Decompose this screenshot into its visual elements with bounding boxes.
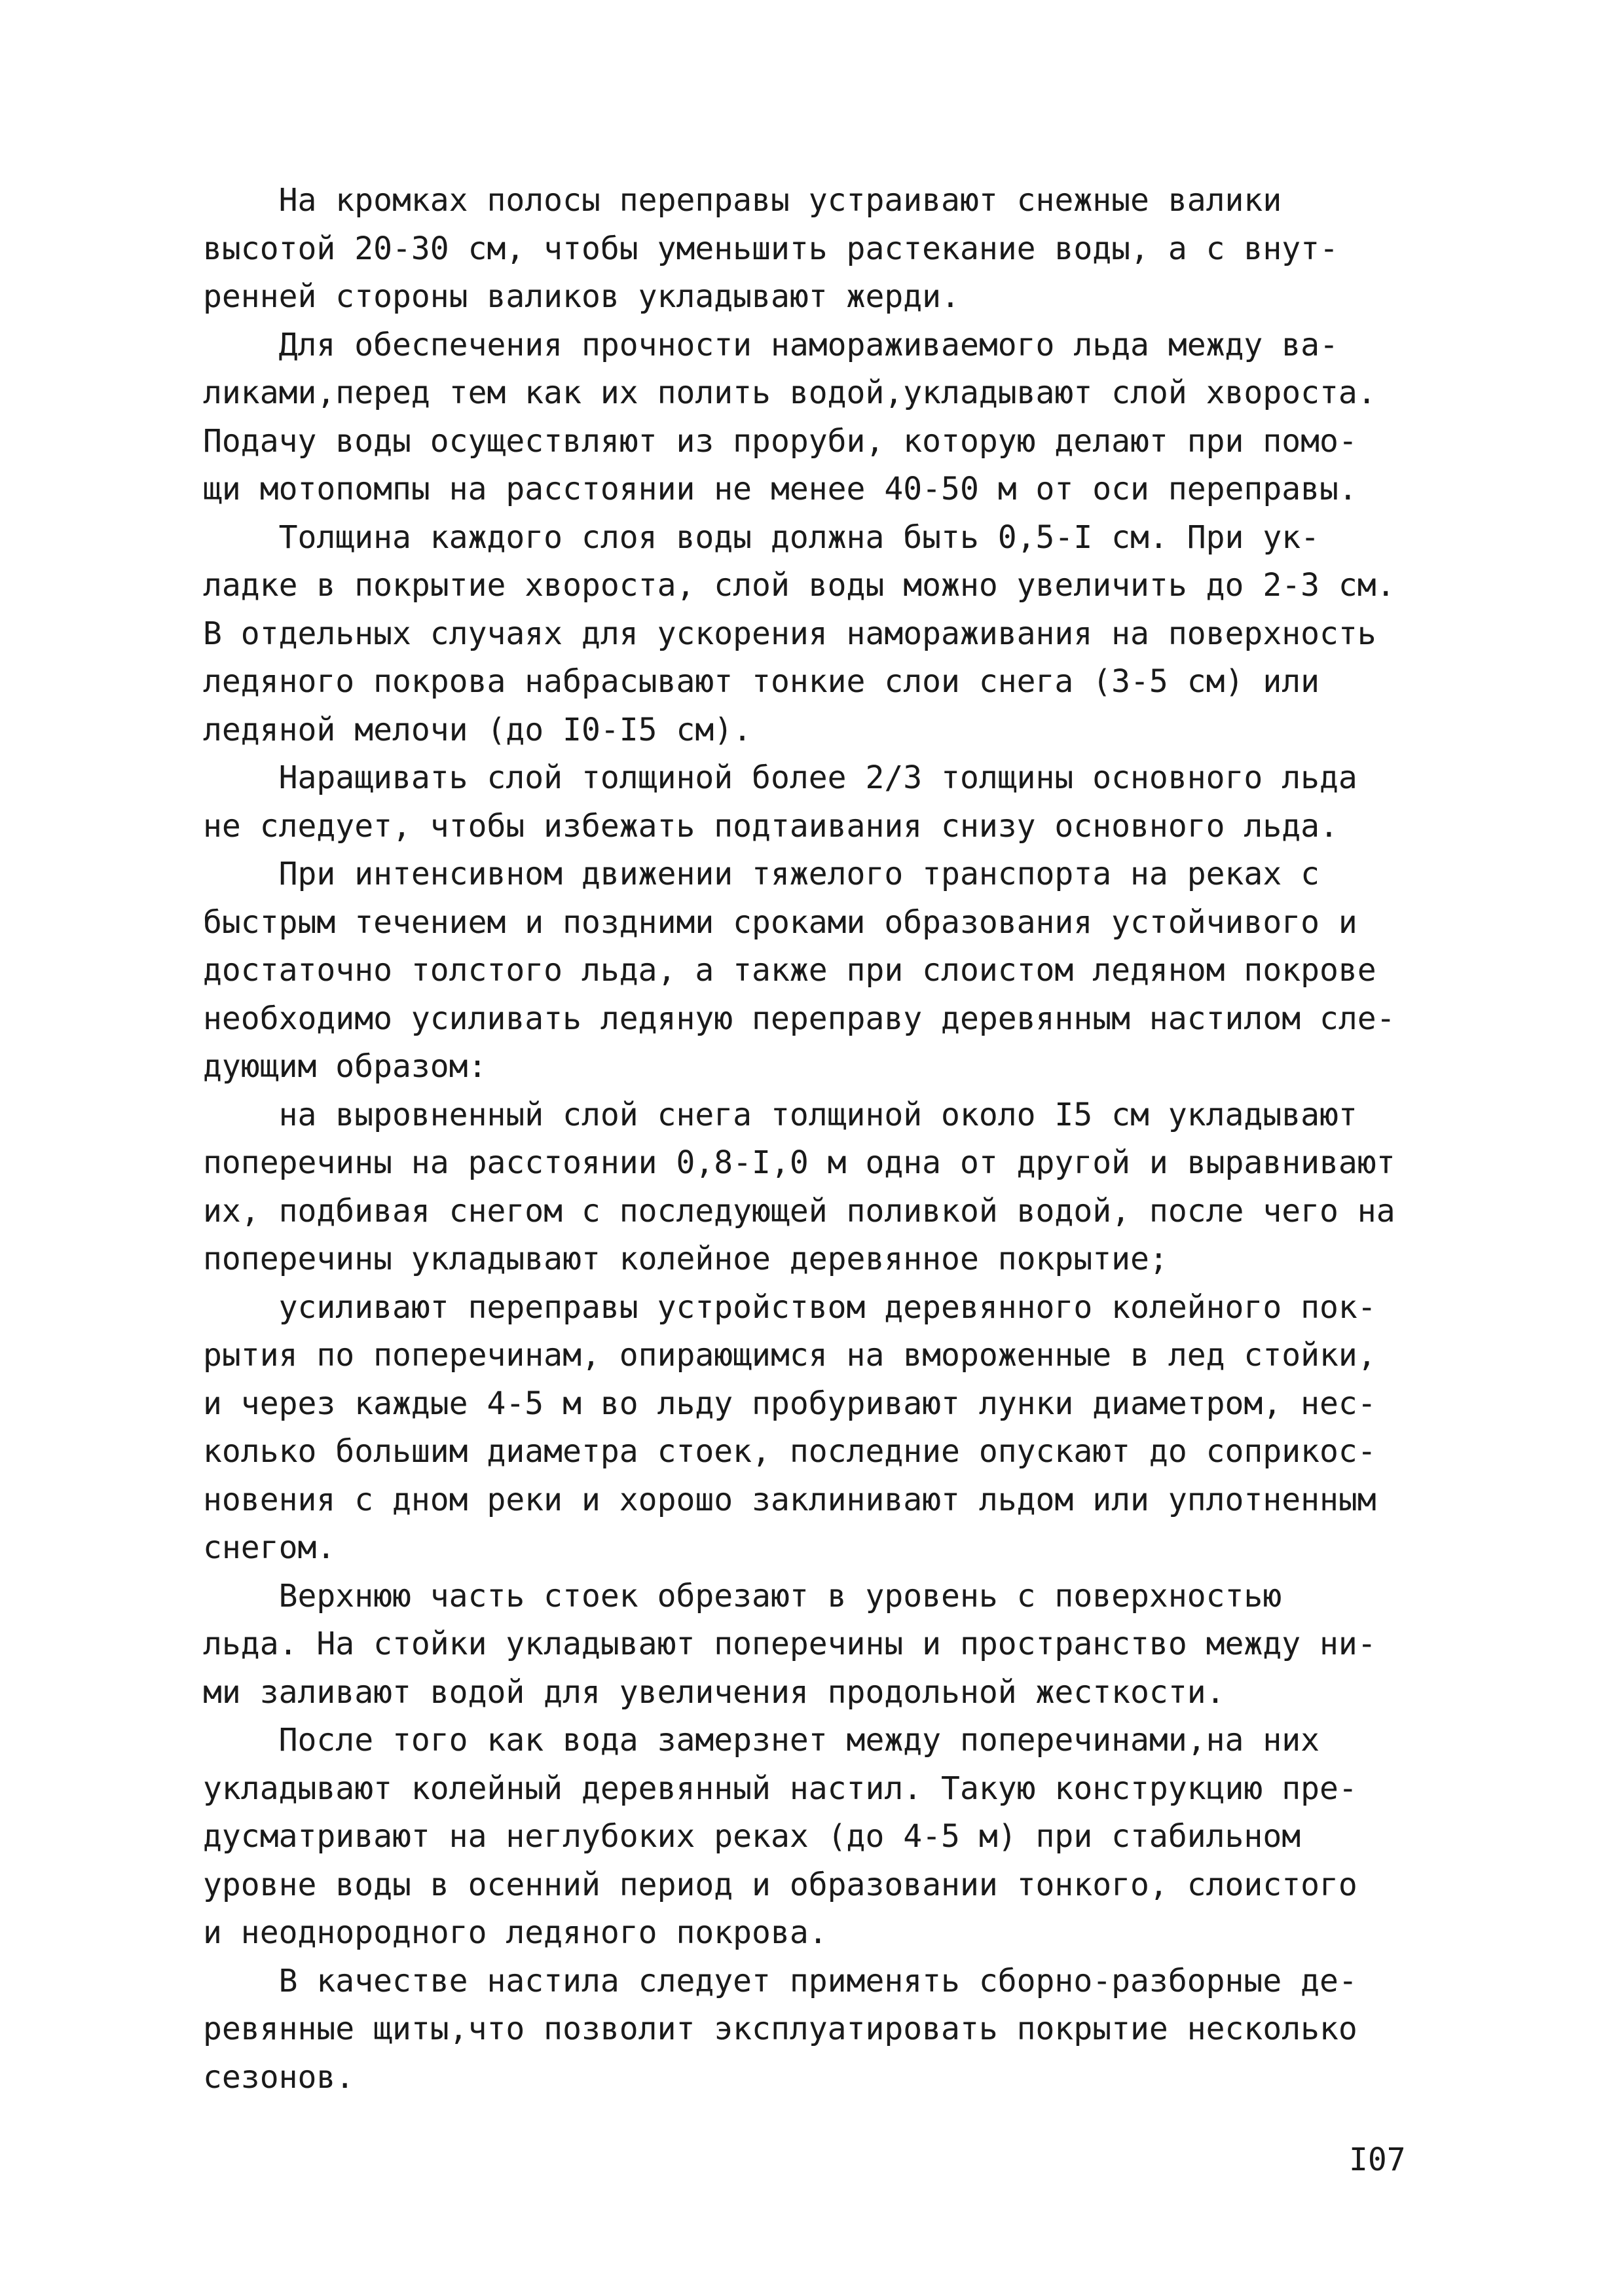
body-text xyxy=(203,177,1447,2102)
text-line: достаточно толстого льда, а также при слоистом ледяном покрове xyxy=(203,952,1376,989)
text-line: быстрым течением и поздними сроками образования устойчивого и xyxy=(203,903,1357,941)
page-number: I07 xyxy=(1349,2141,1406,2178)
text-line: Наращивать слой толщиной более 2/3 толщины основного льда xyxy=(203,759,1357,796)
text-line: В качестве настила следует применять сборно-разборные де- xyxy=(203,1962,1357,1999)
text-line: Верхнюю часть стоек обрезают в уровень с поверхностью xyxy=(203,1577,1282,1614)
text-line: ревянные щиты,что позволит эксплуатировать покрытие несколько xyxy=(203,2011,1357,2047)
text-line: новения с дном реки и хорошо заклинивают льдом или уплотненным xyxy=(203,1481,1376,1518)
text-line: ликами,перед тем как их полить водой,укладывают слой хвороста. xyxy=(203,374,1376,411)
text-line: рытия по поперечинам, опирающимся на вмороженные в лед стойки, xyxy=(203,1337,1376,1374)
text-line: колько большим диаметра стоек, последние опускают до соприкос- xyxy=(203,1433,1376,1470)
text-line: укладывают колейный деревянный настил. Такую конструкцию пре- xyxy=(203,1770,1357,1807)
text-line: Толщина каждого слоя воды должна быть 0,5-I см. При ук- xyxy=(203,519,1320,556)
text-line: ледяной мелочи (до I0-I5 см). xyxy=(203,711,752,748)
text-line: ладке в покрытие хвороста, слой воды можно увеличить до 2-3 см. xyxy=(203,567,1395,604)
text-line: Для обеспечения прочности намораживаемого льда между ва- xyxy=(203,326,1338,363)
text-line: ледяного покрова набрасывают тонкие слои снега (3-5 см) или xyxy=(203,663,1320,700)
text-line: дусматривают на неглубоких реках (до 4-5 м) при стабильном xyxy=(203,1818,1301,1855)
text-line: ренней стороны валиков укладывают жерди. xyxy=(203,278,960,315)
text-line: и неоднородного ледяного покрова. xyxy=(203,1914,828,1951)
text-line: усиливают переправы устройством деревянного колейного пок- xyxy=(203,1288,1376,1326)
text-line: льда. На стойки укладывают поперечины и пространство между ни- xyxy=(203,1626,1376,1662)
text-line: На кромках полосы переправы устраивают снежные валики xyxy=(203,182,1282,219)
text-line: сезонов. xyxy=(203,2058,355,2096)
text-line: поперечины на расстоянии 0,8-I,0 м одна от другой и выравнивают xyxy=(203,1144,1395,1181)
text-line: на выровненный слой снега толщиной около I5 см укладывают xyxy=(203,1096,1357,1133)
text-line: и через каждые 4-5 м во льду пробуривают лунки диаметром, нес- xyxy=(203,1385,1376,1422)
text-line: дующим образом: xyxy=(203,1048,487,1085)
text-line: В отдельных случаях для ускорения намораживания на поверхность xyxy=(203,615,1376,652)
text-line: высотой 20-30 см, чтобы уменьшить растекание воды, а с внут- xyxy=(203,230,1338,267)
text-line: При интенсивном движении тяжелого транспорта на реках с xyxy=(203,856,1320,892)
text-line: необходимо усиливать ледяную переправу деревянным настилом сле- xyxy=(203,1000,1395,1037)
text-line: После того как вода замерзнет между поперечинами,на них xyxy=(203,1722,1320,1758)
text-line: поперечины укладывают колейное деревянное покрытие; xyxy=(203,1241,1168,1277)
text-line: щи мотопомпы на расстоянии не менее 40-50 м от оси переправы. xyxy=(203,471,1357,507)
text-line: уровне воды в осенний период и образовании тонкого, слоистого xyxy=(203,1866,1357,1903)
text-line: снегом. xyxy=(203,1529,336,1566)
text-line: не следует, чтобы избежать подтаивания снизу основного льда. xyxy=(203,807,1338,845)
text-line: ми заливают водой для увеличения продольной жесткости. xyxy=(203,1673,1225,1711)
text-line: их, подбивая снегом с последующей поливкой водой, после чего на xyxy=(203,1192,1395,1230)
text-line: Подачу воды осуществляют из проруби, которую делают при помо- xyxy=(203,422,1357,460)
